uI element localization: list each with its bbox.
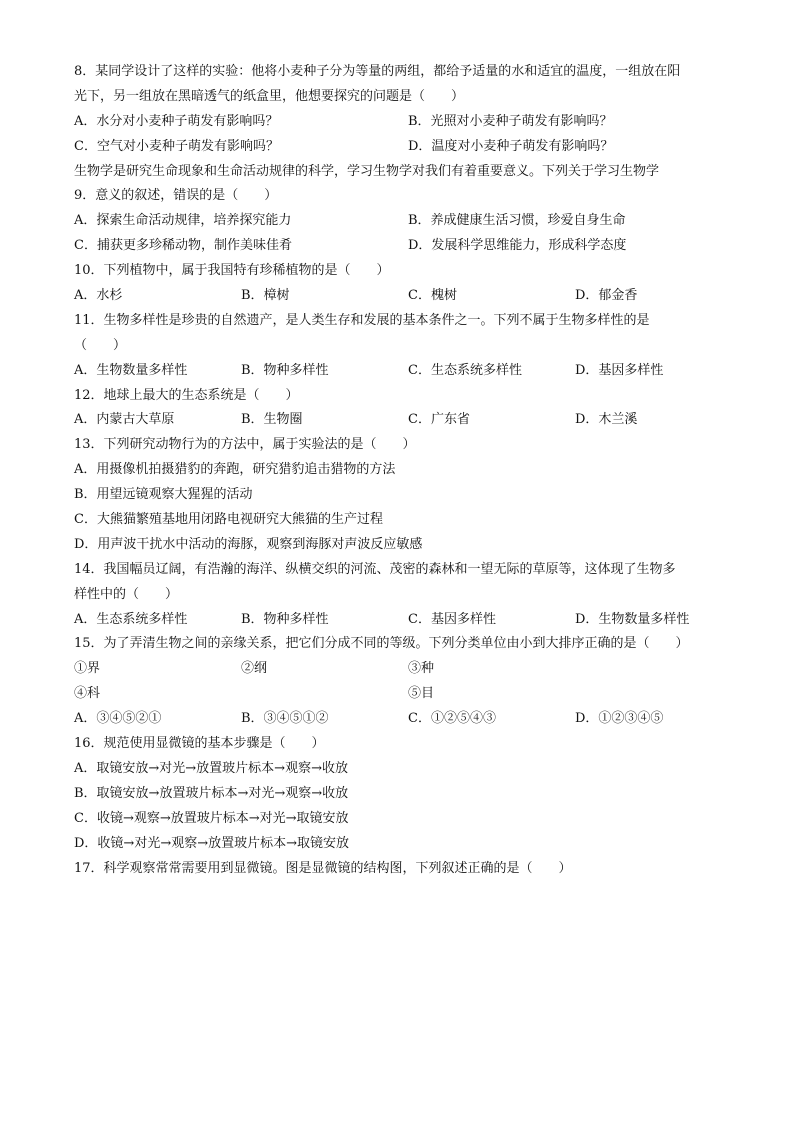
option-row	[74, 359, 734, 384]
question-list	[74, 60, 734, 881]
answer-option: D．用声波干扰水中活动的海豚，观察到海豚对声波反应敏感	[74, 536, 423, 552]
option-row	[74, 757, 734, 782]
option-row	[74, 209, 734, 234]
answer-option: D．发展科学思维能力，形成科学态度	[408, 238, 627, 254]
answer-option: B．养成健康生活习惯，珍爱自身生命	[408, 213, 626, 229]
question-stem-line: 16．规范使用显微镜的基本步骤是（ ）	[74, 736, 325, 752]
answer-option: ④科	[74, 686, 101, 702]
answer-option: D．生物数量多样性	[575, 611, 690, 627]
answer-option: B．物种多样性	[241, 611, 329, 627]
option-row	[74, 807, 734, 832]
answer-option: A．生物数量多样性	[74, 362, 188, 378]
question-stem-line: 光下，另一组放在黑暗透气的纸盒里，他想要探究的问题是（ ）	[74, 88, 465, 104]
question-stem-line: 13．下列研究动物行为的方法中，属于实验法的是（ ）	[74, 437, 416, 453]
answer-option: C．基因多样性	[408, 611, 496, 627]
answer-option: C．大熊猫繁殖基地用闭路电视研究大熊猫的生产过程	[74, 512, 383, 528]
option-row	[74, 234, 734, 259]
option-row	[74, 284, 734, 309]
question-stem-line: 样性中的（ ）	[74, 586, 179, 602]
question-16	[74, 732, 734, 856]
question-15	[74, 632, 734, 732]
answer-option: C．空气对小麦种子萌发有影响吗？	[74, 138, 279, 154]
question-stem-line: 11．生物多样性是珍贵的自然遗产，是人类生存和发展的基本条件之一。下列不属于生物多样性的是	[74, 312, 650, 328]
answer-option: A．用摄像机拍摄猎豹的奔跑，研究猎豹追击猎物的方法	[74, 462, 396, 478]
answer-option: ①界	[74, 661, 101, 677]
answer-option: A．内蒙古大草原	[74, 412, 175, 428]
answer-option: D．收镜→对光→观察→放置玻片标本→取镜安放	[74, 835, 349, 851]
option-row	[74, 110, 734, 135]
answer-option: B．光照对小麦种子萌发有影响吗？	[408, 113, 613, 129]
question-stem-line: 10．下列植物中，属于我国特有珍稀植物的是（ ）	[74, 263, 390, 279]
answer-option: B．取镜安放→放置玻片标本→对光→观察→收放	[74, 785, 349, 801]
answer-option: B．物种多样性	[241, 362, 329, 378]
question-stem-line: 9．意义的叙述，错误的是（ ）	[74, 188, 278, 204]
answer-option: B．樟树	[241, 288, 290, 304]
option-row	[74, 458, 734, 483]
answer-option: C．①②⑤④③	[408, 711, 496, 727]
answer-option: D．木兰溪	[575, 412, 638, 428]
answer-option: D．温度对小麦种子萌发有影响吗？	[408, 138, 614, 154]
question-stem-line: 15．为了弄清生物之间的亲缘关系，把它们分成不同的等级。下列分类单位由小到大排序正确的是（ ）	[74, 636, 689, 652]
option-row	[74, 508, 734, 533]
answer-option: C．捕获更多珍稀动物，制作美味佳肴	[74, 238, 292, 254]
question-9	[74, 160, 734, 260]
option-row	[74, 408, 734, 433]
answer-option: A．生态系统多样性	[74, 611, 188, 627]
question-stem-line: 生物学是研究生命现象和生命活动规律的科学，学习生物学对我们有着重要意义。下列关于学习生物学	[74, 163, 660, 179]
question-17	[74, 857, 734, 882]
answer-option: D．①②③④⑤	[575, 711, 664, 727]
question-stem-line: （ ）	[74, 337, 127, 353]
option-row	[74, 533, 734, 558]
question-14	[74, 558, 734, 633]
answer-option: B．③④⑤①②	[241, 711, 329, 727]
question-13	[74, 433, 734, 557]
option-row	[74, 135, 734, 160]
answer-option: C．收镜→观察→放置玻片标本→对光→取镜安放	[74, 810, 349, 826]
option-row	[74, 608, 734, 633]
question-stem-line: 17．科学观察常常需要用到显微镜。图是显微镜的结构图，下列叙述正确的是（ ）	[74, 860, 572, 876]
answer-option: C．广东省	[408, 412, 470, 428]
answer-option: ③种	[408, 661, 435, 677]
answer-option: A．③④⑤②①	[74, 711, 162, 727]
answer-option: ⑤目	[408, 686, 435, 702]
question-12	[74, 384, 734, 434]
answer-option: A．水杉	[74, 288, 123, 304]
option-row	[74, 832, 734, 857]
answer-option: D．郁金香	[575, 288, 638, 304]
answer-option: C．槐树	[408, 288, 457, 304]
answer-option: A．取镜安放→对光→放置玻片标本→观察→收放	[74, 760, 348, 776]
answer-option: D．基因多样性	[575, 362, 664, 378]
question-stem-line: 14．我国幅员辽阔，有浩瀚的海洋、纵横交织的河流、茂密的森林和一望无际的草原等，这体现了生物多	[74, 561, 676, 577]
option-row	[74, 657, 734, 682]
question-stem-line: 8．某同学设计了这样的实验：他将小麦种子分为等量的两组，都给予适量的水和适宜的温度，一组放在阳	[74, 64, 681, 79]
answer-option: C．生态系统多样性	[408, 362, 522, 378]
answer-option: A．探索生命活动规律，培养探究能力	[74, 213, 292, 229]
answer-option: B．生物圈	[241, 412, 303, 428]
option-row	[74, 483, 734, 508]
answer-option: B．用望远镜观察大猩猩的活动	[74, 487, 253, 503]
option-row	[74, 782, 734, 807]
option-row	[74, 707, 734, 732]
option-row	[74, 682, 734, 707]
question-stem-line: 12．地球上最大的生态系统是（ ）	[74, 387, 299, 403]
answer-option: ②纲	[241, 661, 268, 677]
question-11	[74, 309, 734, 384]
answer-option: A．水分对小麦种子萌发有影响吗？	[74, 113, 279, 129]
question-10	[74, 259, 734, 309]
question-8	[74, 60, 734, 160]
